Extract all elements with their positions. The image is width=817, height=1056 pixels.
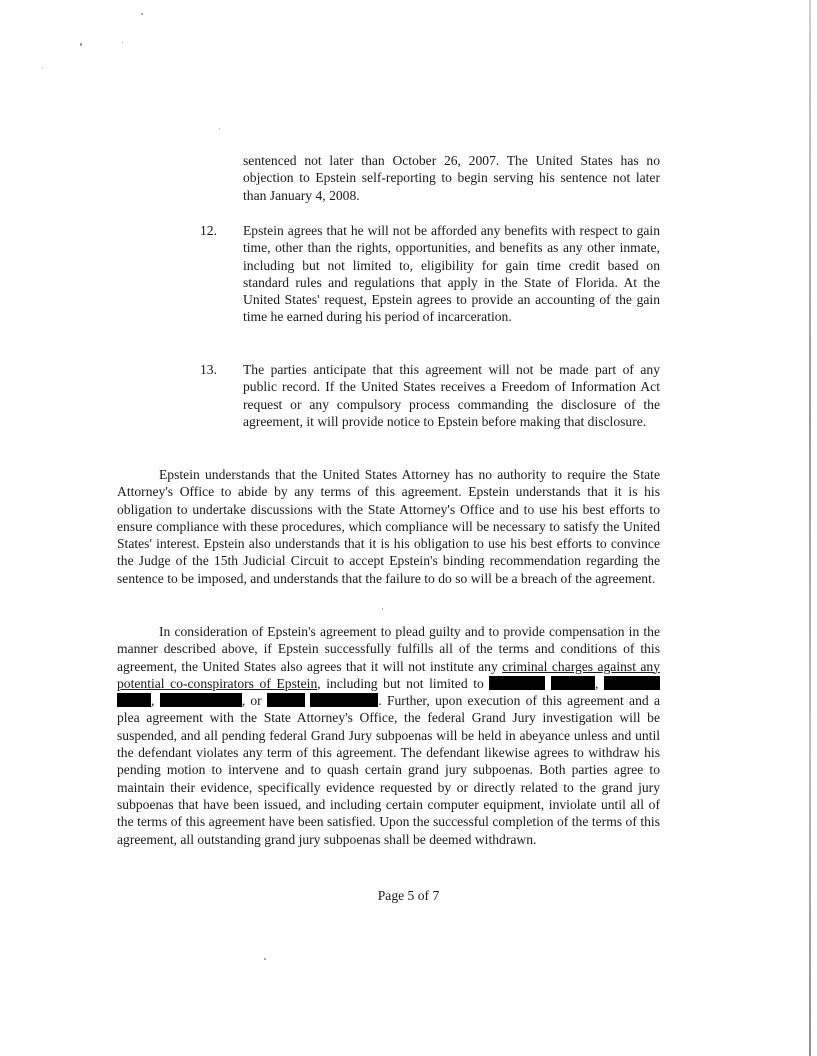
period-text: . [378,693,382,709]
or-text: , or [241,693,262,709]
numbered-item-13 [200,361,660,451]
comma-text: , [151,693,155,709]
consideration-lead: In consideration of Epstein's agreement to plead guilty and to provide compensation in the manner described above, if Epstein successfully fulfills all of the terms and conditions of this agreement, the United States also agrees that it will not institute any [117,624,660,674]
redaction-block [604,676,660,690]
page-number: Page 5 of 7 [377,888,440,903]
item-number: 12. [200,223,217,238]
continuation-paragraph [243,152,660,204]
redaction-block [267,693,305,707]
grand-jury-text: Further, upon execution of this agreement and a plea agreement with the State Attorney's Office, the federal Grand Jury investigation will be suspended, and all pending federal Grand Jury subpoenas will be held in abeyance unless and until the defendant violates any term of this agreement. The defendant likewise agrees to withdraw his pending motion to intervene and to quash certain grand jury subpoenas. Both parties agree to maintain their evidence, specifically evidence requested by or directly related to the grand jury subpoenas that have been issued, and including certain computer equipment, inviolate until all of the terms of this agreement have been satisfied. Upon the successful completion of the terms of this agreement, all outstanding grand jury subpoenas shall be deemed withdrawn. [117,693,660,847]
numbered-item-12 [200,222,660,342]
redaction-block [160,693,242,707]
redaction-block [310,693,378,707]
co-conspirators-underlined: criminal charges against any potential co-conspirators of Epstein [117,658,660,691]
obligation-paragraph [117,466,660,587]
scan-speck [42,67,43,68]
redaction-block [551,676,595,690]
scan-speck [264,958,266,960]
continuation-text: sentenced not later than October 26, 2007. The United States has no objection to Epstein self-reporting to begin serving his sentence not later than January 4, 2008. [243,153,660,203]
scan-speck [80,43,82,46]
including-text: , including but not limited to [317,675,484,691]
obligation-text: Epstein understands that the United States Attorney has no authority to require the State Attorney's Office to abide by any terms of this agreement. Epstein understands that it is his obligation to undertake discussions with the State Attorney's Office and to use his best efforts to ensure compliance with these procedures, which compliance will be necessary to satisfy the United States' interest. Epstein also understands that it is his obligation to use his best efforts to convince the Judge of the 15th Judicial Circuit to accept Epstein's binding recommendation regarding the sentence to be imposed, and understands that the failure to do so will be a breach of the agreement. [117,467,660,586]
item-text: Epstein agrees that he will not be afforded any benefits with respect to gain time, other than the rights, opportunities, and benefits as any other inmate, including but not limited to, eligibility for gain time credit based on standard rules and regulations that apply in the State of Florida. At the United States' request, Epstein agrees to provide an accounting of the gain time he earned during his period of incarceration. [243,223,660,325]
item-text: The parties anticipate that this agreement will not be made part of any public record. If the United States receives a Freedom of Information Act request or any compulsory process commanding the disclosure of the agreement, it will provide notice to Epstein before making that disclosure. [243,362,660,429]
redaction-block [117,693,151,707]
non-prosecution-paragraph [117,623,660,848]
scan-speck [141,13,143,15]
scan-speck [382,608,383,610]
comma-text: , [594,675,599,691]
redaction-block [489,676,545,690]
scan-speck [122,42,123,43]
item-number: 13. [200,362,217,377]
scan-speck [219,128,220,129]
